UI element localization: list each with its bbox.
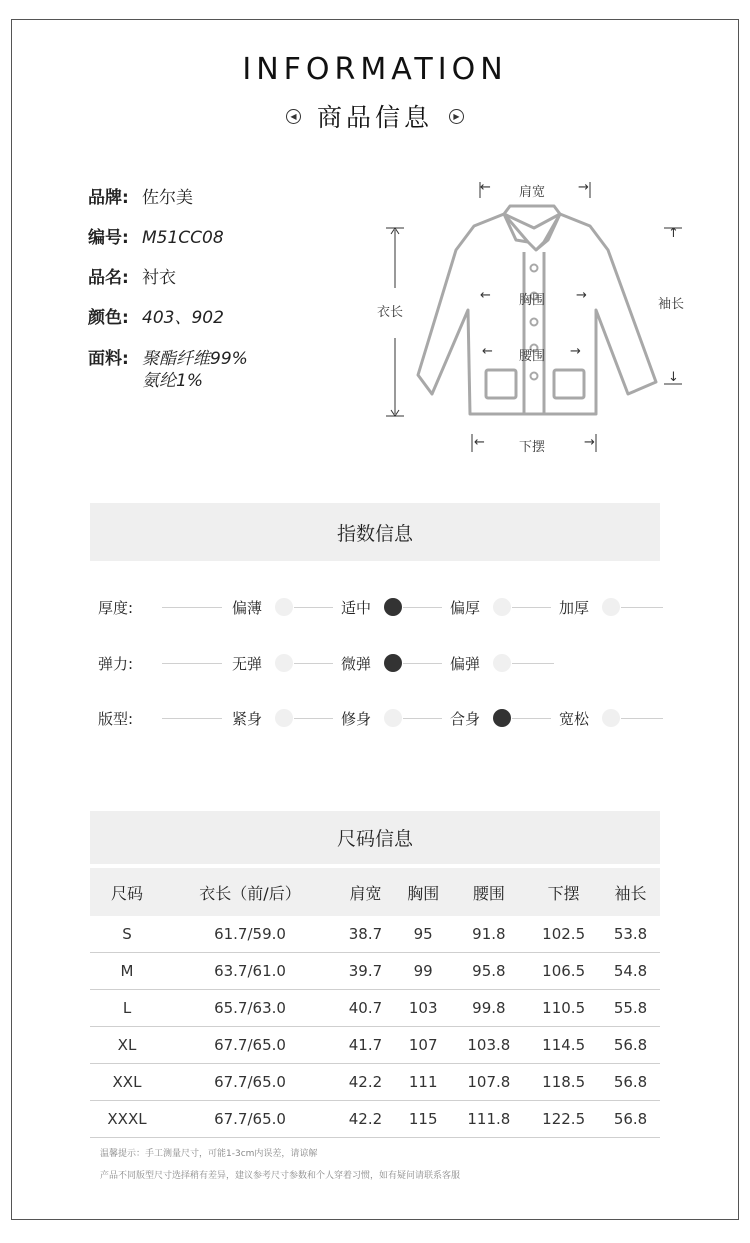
table-cell: 95.8 (451, 953, 526, 990)
index-option-label: 无弹 (232, 655, 263, 673)
table-cell: XL (90, 1027, 164, 1064)
index-option-label: 合身 (450, 710, 481, 728)
table-cell: 111.8 (451, 1101, 526, 1138)
table-cell: XXXL (90, 1101, 164, 1138)
index-connector-line (621, 718, 663, 719)
table-cell: 65.7/63.0 (164, 990, 336, 1027)
title-chinese-row (0, 98, 750, 134)
index-dot-selected (384, 598, 402, 616)
arrow-right-icon: → (578, 180, 589, 195)
table-cell: 54.8 (601, 953, 660, 990)
index-option-label: 微弹 (341, 655, 372, 673)
chest-label: 胸围 (519, 293, 546, 308)
index-dot-selected (493, 709, 511, 727)
index-connector-line (162, 718, 222, 719)
index-option-label: 偏弹 (450, 655, 481, 673)
index-connector-line (162, 607, 222, 608)
index-connector-line (403, 607, 442, 608)
table-cell: 55.8 (601, 990, 660, 1027)
size-header-cell: 肩宽 (336, 868, 395, 916)
table-cell: 118.5 (526, 1064, 601, 1101)
table-cell: 114.5 (526, 1027, 601, 1064)
table-cell: 107.8 (451, 1064, 526, 1101)
size-header-cell: 腰围 (451, 868, 526, 916)
arrow-left-icon: ← (480, 180, 491, 195)
brand-label: 品牌: (88, 188, 129, 208)
material-value-2: 氨纶1% (142, 371, 203, 391)
table-cell: 99 (395, 953, 452, 990)
table-cell: 103 (395, 990, 452, 1027)
table-row (90, 916, 660, 953)
shirt-placket (524, 252, 544, 414)
note-line-2: 产品不同版型尺寸选择稍有差异，建议参考尺寸参数和个人穿着习惯，如有疑问请联系客服 (100, 1171, 461, 1181)
table-cell: 67.7/65.0 (164, 1027, 336, 1064)
table-cell: 95 (395, 916, 452, 953)
size-header-cell: 尺码 (90, 868, 164, 916)
size-table-header (90, 868, 660, 916)
info-code (88, 223, 224, 248)
table-row (90, 953, 660, 990)
index-row-label: 版型: (98, 710, 134, 728)
table-cell: M (90, 953, 164, 990)
waist-label: 腰围 (519, 349, 546, 364)
size-header-cell: 衣长（前/后） (164, 868, 336, 916)
table-cell: 63.7/61.0 (164, 953, 336, 990)
index-option-label: 加厚 (559, 599, 590, 617)
name-label: 品名: (88, 268, 129, 288)
sleeve-label: 袖长 (658, 297, 685, 312)
info-brand (88, 183, 193, 208)
chevron-left-circle-icon: ◀ (286, 109, 301, 124)
color-label: 颜色: (88, 308, 129, 328)
title-english: INFORMATION (242, 52, 508, 87)
index-dot (493, 598, 511, 616)
arrow-up-icon: ↑ (668, 226, 679, 241)
index-connector-line (621, 607, 663, 608)
material-value-1: 聚酯纤维99% (142, 349, 248, 369)
table-cell: 99.8 (451, 990, 526, 1027)
index-option-label: 适中 (341, 599, 372, 617)
table-cell: 42.2 (336, 1064, 395, 1101)
material-label: 面料: (88, 349, 129, 369)
color-value: 403、902 (142, 308, 224, 328)
index-row-label: 厚度: (98, 599, 134, 617)
table-cell: 38.7 (336, 916, 395, 953)
table-cell: 122.5 (526, 1101, 601, 1138)
index-section-title: 指数信息 (90, 503, 660, 561)
index-dot (493, 654, 511, 672)
index-dot (602, 709, 620, 727)
arrow-left-icon: ← (474, 435, 485, 450)
table-cell: S (90, 916, 164, 953)
arrow-right-icon: → (576, 288, 587, 303)
arrow-left-icon: ← (480, 288, 491, 303)
table-cell: 56.8 (601, 1064, 660, 1101)
table-cell: 111 (395, 1064, 452, 1101)
table-row (90, 1064, 660, 1101)
size-header-cell: 胸围 (395, 868, 452, 916)
index-dot (275, 709, 293, 727)
table-cell: 67.7/65.0 (164, 1064, 336, 1101)
shirt-pocket-left (486, 370, 516, 398)
table-cell: 91.8 (451, 916, 526, 953)
index-dot (275, 654, 293, 672)
shirt-diagram (370, 170, 700, 460)
arrow-down-icon: ↓ (668, 370, 679, 385)
shoulder-label: 肩宽 (519, 185, 546, 200)
index-dot (275, 598, 293, 616)
arrow-right-icon: → (584, 435, 595, 450)
index-row-label: 弹力: (98, 655, 134, 673)
arrow-left-icon: ← (482, 344, 493, 359)
chevron-right-circle-icon: ▶ (449, 109, 464, 124)
table-row (90, 990, 660, 1027)
index-option-label: 偏薄 (232, 599, 263, 617)
hem-label: 下摆 (519, 440, 546, 455)
table-cell: 41.7 (336, 1027, 395, 1064)
index-connector-line (294, 718, 333, 719)
index-connector-line (512, 607, 551, 608)
info-name (88, 263, 176, 288)
index-dot (384, 709, 402, 727)
index-connector-line (403, 663, 442, 664)
table-row (90, 1027, 660, 1064)
table-cell: 103.8 (451, 1027, 526, 1064)
table-cell: 115 (395, 1101, 452, 1138)
table-cell: 56.8 (601, 1027, 660, 1064)
size-table (90, 868, 660, 1138)
info-color (88, 303, 224, 328)
title-chinese: 商品信息 (316, 103, 433, 132)
name-value: 衬衣 (142, 268, 176, 288)
index-connector-line (294, 607, 333, 608)
size-section-title: 尺码信息 (90, 811, 660, 864)
index-connector-line (403, 718, 442, 719)
shirt-outline (418, 214, 656, 414)
table-cell: 107 (395, 1027, 452, 1064)
size-header-cell: 下摆 (526, 868, 601, 916)
code-label: 编号: (88, 228, 129, 248)
table-cell: 61.7/59.0 (164, 916, 336, 953)
table-cell: 110.5 (526, 990, 601, 1027)
table-cell: 39.7 (336, 953, 395, 990)
index-connector-line (512, 663, 554, 664)
table-cell: XXL (90, 1064, 164, 1101)
arrow-right-icon: → (570, 344, 581, 359)
table-cell: 67.7/65.0 (164, 1101, 336, 1138)
size-header-cell: 袖长 (601, 868, 660, 916)
code-value: M51CC08 (142, 228, 224, 248)
table-cell: 40.7 (336, 990, 395, 1027)
note-line-1: 温馨提示：手工测量尺寸，可能1-3cm内误差，请谅解 (100, 1149, 318, 1159)
table-row (90, 1101, 660, 1138)
index-connector-line (162, 663, 222, 664)
index-connector-line (512, 718, 551, 719)
brand-value: 佐尔美 (142, 188, 193, 208)
table-cell: 106.5 (526, 953, 601, 990)
table-cell: 56.8 (601, 1101, 660, 1138)
table-cell: 102.5 (526, 916, 601, 953)
table-cell: L (90, 990, 164, 1027)
shirt-pocket-right (554, 370, 584, 398)
table-cell: 53.8 (601, 916, 660, 953)
index-option-label: 修身 (341, 710, 372, 728)
index-dot (602, 598, 620, 616)
index-option-label: 宽松 (559, 710, 590, 728)
index-connector-line (294, 663, 333, 664)
index-dot-selected (384, 654, 402, 672)
length-label: 衣长 (377, 305, 404, 320)
index-option-label: 紧身 (232, 710, 263, 728)
index-option-label: 偏厚 (450, 599, 481, 617)
table-cell: 42.2 (336, 1101, 395, 1138)
